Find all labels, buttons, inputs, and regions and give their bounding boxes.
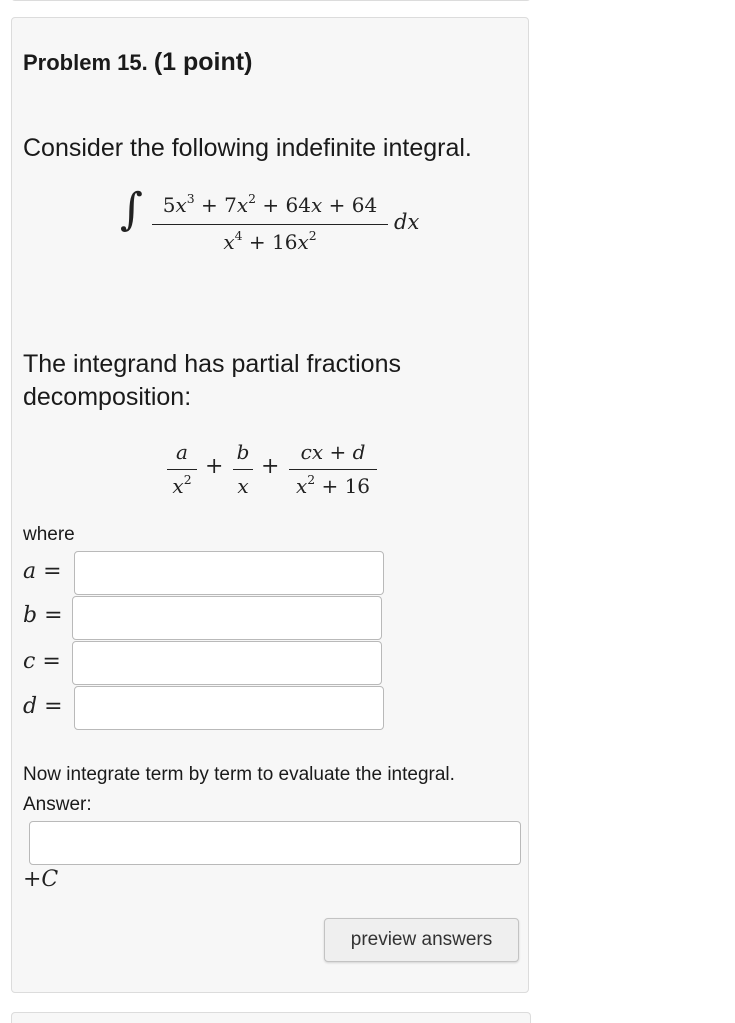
var-b-label: b = [23, 603, 63, 628]
problem-points: (1 point) [153, 48, 253, 76]
term3-fraction-bar [289, 469, 377, 470]
answer-label: Answer: [23, 794, 92, 815]
preview-answers-button[interactable]: preview answers [324, 918, 519, 962]
next-problem-card [11, 1012, 531, 1023]
problem-card [11, 17, 529, 993]
term3-denominator: $x^2 + 16$ [295, 472, 371, 498]
integral-denominator: $x^4 + 16x^2$ [223, 228, 317, 254]
var-a-label: a = [23, 559, 62, 584]
integral-numerator: $5x^3 + 7x^2 + 64x + 64$ [162, 191, 378, 217]
plus-sign-1: + [205, 454, 224, 479]
term2-denominator: x [237, 474, 249, 498]
integral-sign: ∫ [120, 184, 143, 235]
var-a-input[interactable] [74, 551, 384, 595]
decomposition-text: The integrand has partial fractions decomposition: [23, 350, 401, 411]
term3-numerator: cx + d [300, 440, 366, 464]
where-label: where [23, 524, 75, 545]
var-d-input[interactable] [74, 686, 384, 730]
problem-title: Problem 15. (1 point) [23, 48, 253, 76]
term2-numerator: b [236, 440, 250, 464]
var-b-input[interactable] [72, 596, 382, 640]
previous-problem-card [11, 0, 531, 1]
term2-fraction-bar [233, 469, 253, 470]
var-d-label: d = [23, 694, 63, 719]
term1-numerator: a [176, 440, 188, 464]
plus-sign-2: + [261, 454, 280, 479]
integral-differential: dx [394, 210, 420, 234]
term1-denominator: $x^2$ [172, 472, 192, 498]
problem-intro: Consider the following indefinite integral. [23, 134, 472, 162]
answer-input[interactable] [29, 821, 521, 865]
var-c-input[interactable] [72, 641, 382, 685]
var-c-label: c = [23, 649, 61, 674]
plus-c-constant: +C [23, 867, 59, 892]
term1-fraction-bar [167, 469, 197, 470]
integral-fraction-bar [152, 224, 388, 225]
integrate-instruction: Now integrate term by term to evaluate the integral. [23, 764, 455, 785]
